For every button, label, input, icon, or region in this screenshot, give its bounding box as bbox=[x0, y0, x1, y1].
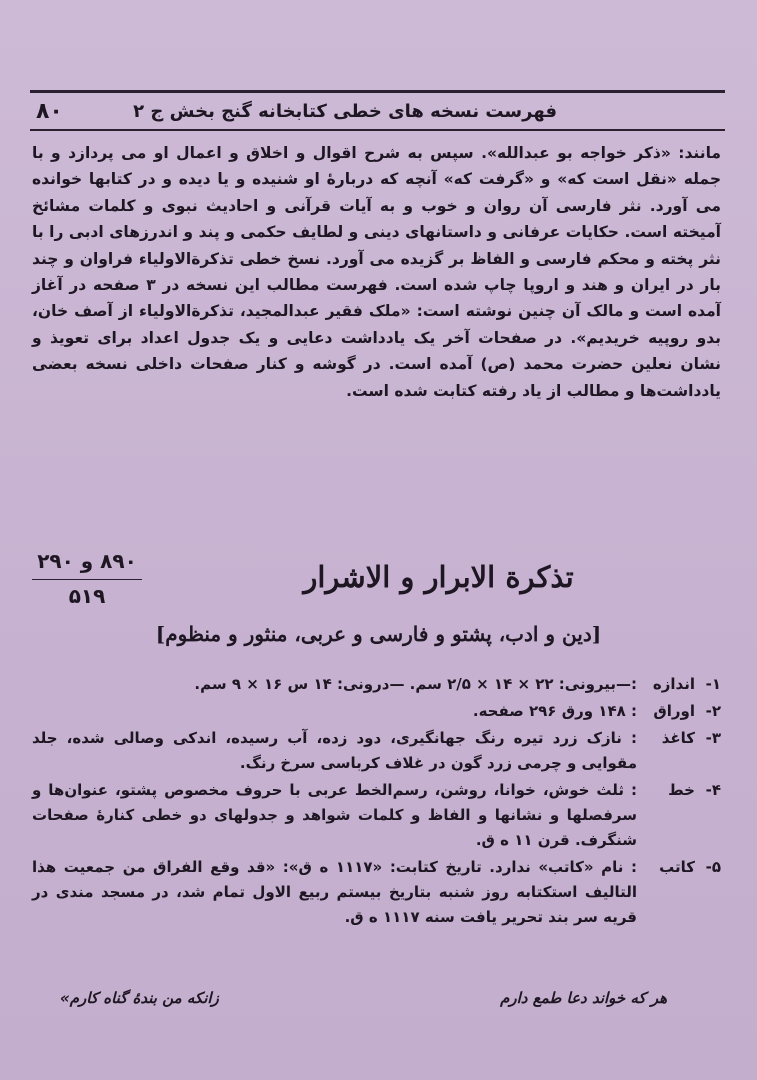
body-paragraph bbox=[32, 140, 721, 404]
page-header bbox=[36, 93, 717, 129]
entry-title: تذکرة الابرار و الاشرار bbox=[303, 560, 574, 594]
header-bottom-rule bbox=[30, 129, 725, 131]
field-label: اوراق bbox=[653, 702, 695, 720]
field-value: : ثلث خوش، خوانا، روشن، رسم‌الخط عربی با حروف مخصوص پشتو، عنوان‌ها و سرفصلها و نشانها و الفاظ و کلمات شواهد و جدولهای دو خطی کنارهٔ صفحات شنگرف. قرن ۱۱ ه ق. bbox=[32, 781, 637, 849]
field-number: ۲- bbox=[705, 702, 721, 720]
field-label: کاغذ bbox=[661, 729, 695, 747]
field-row-size bbox=[32, 672, 721, 697]
entry-subject: [دین و ادب، پشتو و فارسی و عربی، منثور و منظوم] bbox=[155, 622, 602, 646]
field-number: ۳- bbox=[705, 729, 721, 747]
field-number: ۴- bbox=[705, 781, 721, 799]
field-number: ۱- bbox=[705, 675, 721, 693]
entry-fields bbox=[32, 672, 721, 932]
field-value: : نام «کاتب» ندارد. تاریخ کتابت: «۱۱۱۷ ه ق»: «قد وقع الفراق من جمعیت هذا التالیف استکتابه روز شنبه بتاریخ بیستم ربیع الاول تمام شد، در مسجد مندی در قریه سر بند تحریر یافت سنه ۱۱۱۷ ه ق. bbox=[32, 858, 637, 926]
field-value: : ۱۴۸ ورق ۲۹۶ صفحه. bbox=[472, 702, 637, 720]
page-number: ۸۰ bbox=[36, 98, 63, 124]
field-number: ۵- bbox=[705, 858, 721, 876]
verse-right-hemistich: هر که خواند دعا طمع دارم bbox=[500, 989, 667, 1007]
verse-left-hemistich: زانکه من بندهٔ گناه کارم» bbox=[60, 989, 219, 1007]
catalog-number-bottom: ۵۱۹ bbox=[68, 584, 106, 608]
catalog-number-top: ۸۹۰ و ۲۹۰ bbox=[32, 549, 142, 580]
field-label: خط bbox=[668, 781, 695, 799]
running-head: فهرست نسخه های خطی کتابخانه گنج بخش ج ۲ bbox=[133, 100, 557, 122]
field-row-leaves bbox=[32, 699, 721, 724]
field-value: :—بیرونی: ۲۲ × ۱۴ × ۲/۵ سم. —درونی: ۱۴ س ۱۶ × ۹ سم. bbox=[194, 675, 637, 693]
catalog-number-block bbox=[32, 549, 142, 608]
field-label: کاتب bbox=[659, 858, 695, 876]
field-value: : نازک زرد تیره رنگ جهانگیری، دود زده، آب رسیده، اندکی وصالی شده، جلد مقوایی و چرمی زرد گون در غلاف کرباسی سرخ رنگ. bbox=[32, 729, 637, 772]
field-row-paper bbox=[32, 726, 721, 776]
field-row-script bbox=[32, 778, 721, 853]
paragraph-text: مانند: «ذکر خواجه بو عبدالله». سپس به شرح اقوال و اخلاق و اعمال او می پردازد و با جمله «نقل است که» و «گرفت که» آنچه که دربارهٔ او شنیده و یا دیده و در کتابها خوانده می آورد. نثر فارسی آن روان و خوب و به آیات قرآنی و احادیث نبوی و کلمات مشائخ آمیخته است. حکایات عرفانی و داستانهای دینی و لطایف حکمی و پند و اندرزهای ادبی را با نثر پخته و محکم فارسی و الفاظ بر گزیده می آورد. نسخ خطی تذکرةالاولیاء فراوان و چند بار در ایران و هند و اروپا چاپ شده است. فهرست مطالب این نسخه در ۳ صفحه در آغاز آمده است و مالک آن چنین نوشته است: «ملک فقیر عبدالمجید، تذکرةالاولیاء از آصف خان، بدو روپیه خریدیم». در صفحات آخر یک یادداشت دعایی و یک جدول اعداد برای تعویذ و نشان نعلین حضرت محمد (ص) آمده است. در گوشه و کنار صفحات داخلی نسخه بعضی یادداشت‌ها و مطالب از یاد رفته کتابت شده است. bbox=[32, 144, 721, 400]
field-row-scribe bbox=[32, 855, 721, 930]
closing-verse bbox=[60, 989, 667, 1007]
field-label: اندازه bbox=[652, 675, 695, 693]
